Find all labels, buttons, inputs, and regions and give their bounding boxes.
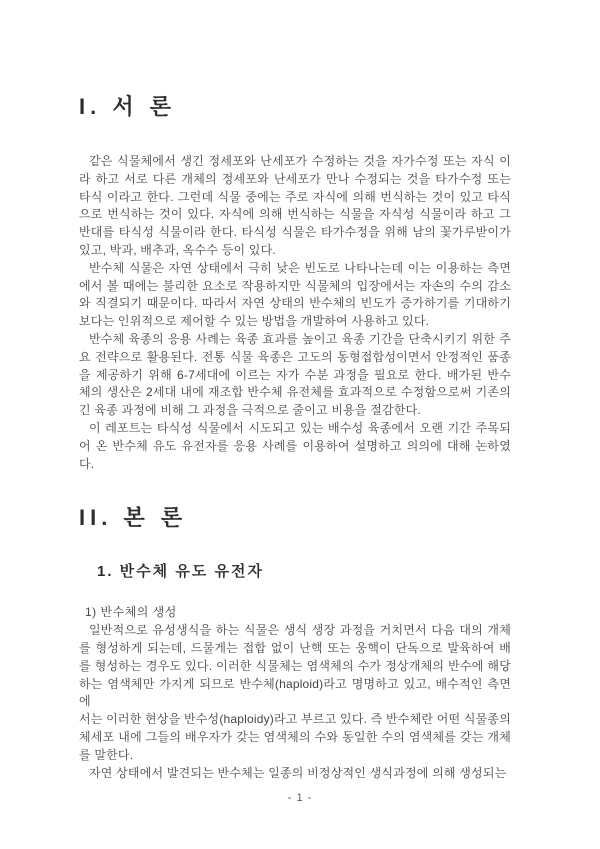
section-heading-body: II. 본 론 bbox=[79, 505, 188, 531]
text-line: 다. bbox=[79, 456, 95, 471]
paragraph-haploid-breeding bbox=[79, 331, 511, 420]
text-line: 있고, 박과, 배추과, 옥수수 등이 있다. bbox=[79, 242, 276, 257]
text-line: 서는 이러한 현상을 반수성(haploidy)라고 부르고 있다. 즉 반수체란 어떤 식물종의 bbox=[79, 712, 512, 727]
paragraph-report-purpose bbox=[79, 420, 511, 473]
text-line: 체세포 내에 그들의 배우자가 갖는 염색체의 수와 동일한 수의 염색체를 갖는 개체 bbox=[79, 729, 511, 744]
text-line: 이 레포트는 타식성 식물에서 시도되고 있는 배수성 육종에서 오랜 기간 주목되 bbox=[89, 420, 511, 435]
text-line: 에서 볼 때에는 불리한 요소로 작용하지만 식물체의 입장에서는 자손의 수의 감소 bbox=[79, 278, 511, 293]
text-line: 반대를 타식성 식물이라 한다. 타식성 식물은 타가수정을 위해 남의 꽃가루받이가 bbox=[79, 225, 511, 240]
text-line: 같은 식물체에서 생긴 정세포와 난세포가 수정하는 것을 자가수정 또는 자식 이 bbox=[89, 154, 511, 168]
text-line: 을 제공하기 위해 6-7세대에 이르는 자가 수분 과정을 필요로 한다. 배가된 반수 bbox=[79, 367, 511, 382]
text-line: 타식 이라고 한다. 그런데 식물 중에는 주로 자식에 의해 번식하는 것이 있고 타식 bbox=[79, 189, 511, 204]
paragraph-haploid-definition bbox=[79, 622, 511, 764]
text-line: 라 하고 서로 다른 개체의 정세포와 난세포가 만나 수정되는 것을 타가수정 또는 bbox=[79, 171, 511, 186]
text-line: 일반적으로 유성생식을 하는 식물은 생식 생장 과정을 거치면서 다음 대의 개체 bbox=[89, 623, 511, 638]
page-number-label: - 1 - bbox=[287, 792, 313, 804]
text-line: 반수체 식물은 자연 상태에서 극히 낮은 빈도로 나타나는데 이는 이용하는 측면 bbox=[89, 260, 511, 275]
text-line: 체의 생산은 2세대 내에 재조합 반수체 유전체를 효과적으로 수정함으로써 기존의 bbox=[79, 385, 511, 400]
text-line: 으로 번식하는 것이 있다. 자식에 의해 번식하는 식물을 자식성 식물이라 하고 그 bbox=[79, 207, 511, 222]
text-line: 요 전략으로 활용된다. 전통 식물 육종은 고도의 동형접합성이면서 안정적인 품종 bbox=[79, 349, 511, 364]
subsection-heading-haploid-inducer-gene: 1. 반수체 유도 유전자 bbox=[97, 563, 264, 581]
text-line: 를 형성하는 경우도 있다. 이러한 식물체는 염색체의 수가 정상개체의 반수에 해당 bbox=[79, 658, 511, 673]
paragraph-self-cross-fertilization bbox=[79, 153, 511, 260]
text-line: 반수체 육종의 응용 사례는 육종 효과를 높이고 육종 기간을 단축시키기 위한 주 bbox=[89, 331, 511, 346]
text-line: 긴 육종 과정에 비해 그 과정을 극적으로 줄이고 비용을 절감한다. bbox=[79, 403, 421, 418]
text-line: 보다는 인위적으로 제어할 수 있는 방법을 개발하여 사용하고 있다. bbox=[79, 314, 430, 329]
section-heading-intro: I. 서 론 bbox=[79, 94, 176, 119]
paragraph-natural-haploid bbox=[79, 765, 511, 783]
text-line: 를 말한다. bbox=[79, 747, 134, 762]
text-line: 어 온 반수체 유도 유전자를 응용 사례를 이용하여 설명하고 의의에 대해 논하였 bbox=[79, 438, 511, 453]
text-line: 하는 염색체만 가지게 되므로 반수체(haploid)라고 명명하고 있고, 배수적인 측면에 bbox=[79, 676, 511, 709]
text-line: 를 형성하게 되는데, 드물게는 접합 없이 난핵 또는 웅핵이 단독으로 발육하여 배 bbox=[79, 640, 511, 655]
text-line: 와 직결되기 때문이다. 따라서 자연 상태의 반수체의 빈도가 증가하기를 기대하기 bbox=[79, 296, 511, 311]
text-line: 자연 상태에서 발견되는 반수체는 일종의 비정상적인 생식과정에 의해 생성되는 bbox=[89, 765, 507, 780]
document-content bbox=[79, 0, 511, 782]
paragraph-haploid-frequency bbox=[79, 260, 511, 331]
subsubsection-heading-haploid-generation: 1) 반수체의 생성 bbox=[85, 605, 177, 620]
